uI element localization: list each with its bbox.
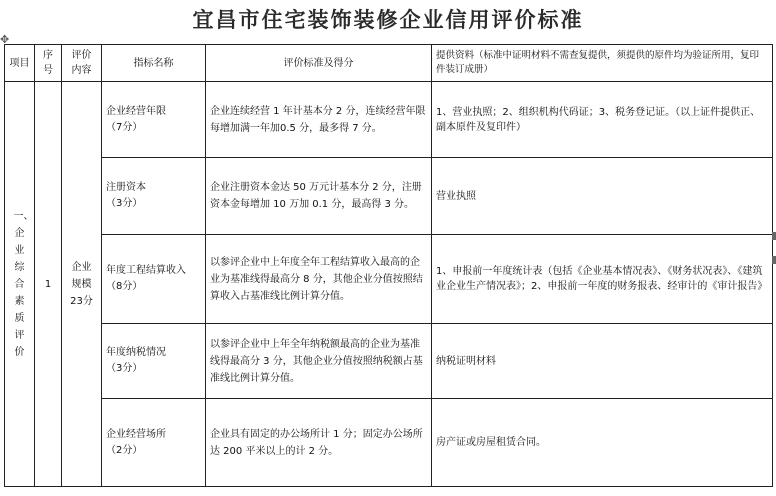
document-title: 宜昌市住宅装饰装修企业信用评价标准	[192, 7, 584, 32]
criteria-cell: 企业连续经营 1 年计基本分 2 分，连续经营年限每增加满一年加0.5 分，最多得 7 分。	[206, 82, 432, 158]
header-criteria: 评价标准及得分	[206, 45, 432, 82]
criteria-cell: 企业具有固定的办公场所计 1 分；固定办公场所达 200 平米以上的计 2 分。	[206, 399, 432, 487]
header-materials: 提供资料（标准中证明材料不需查复提供，须提供的原件均为验证所用，复印件装订成册）	[432, 45, 773, 82]
materials-cell: 房产证或房屋租赁合同。	[432, 399, 773, 487]
edge-marker	[772, 232, 776, 240]
header-number: 序号	[35, 45, 62, 82]
criteria-cell: 以参评企业中上年度全年工程结算收入最高的企业为基准线得最高分 8 分，其他企业分值按照结算收入占基准线比例计算分值。	[206, 235, 432, 324]
header-indicator: 指标名称	[102, 45, 206, 82]
table-row	[5, 235, 773, 324]
table-row	[5, 82, 773, 158]
table-header-row	[5, 45, 773, 82]
header-content: 评价内容	[62, 45, 102, 82]
materials-cell: 1、营业执照；2、组织机构代码证；3、税务登记证。（以上证件提供正、副本原件及复印件）	[432, 82, 773, 158]
materials-cell: 纳税证明材料	[432, 324, 773, 399]
four-arrow-move-icon[interactable]: ✥	[0, 33, 10, 46]
indicator-cell: 企业经营年限 （7分）	[102, 82, 206, 158]
section-project-cell	[5, 82, 35, 487]
materials-cell: 1、申报前一年度统计表（包括《企业基本情况表》、《财务状况表》、《建筑业企业生产情况表》；2、申报前一年度的财务报表、经审计的《审计报告》	[432, 235, 773, 324]
indicator-cell: 企业经营场所 （2分）	[102, 399, 206, 487]
criteria-cell: 以参评企业中上年全年纳税额最高的企业为基准线得最高分 3 分，其他企业分值按照纳税额占基准线比例计算分值。	[206, 324, 432, 399]
section-project-label: 一、企业综合素质评价	[13, 210, 34, 358]
section-content-cell: 企业 规模 23分	[62, 82, 102, 487]
indicator-cell: 注册资本 （3分）	[102, 158, 206, 235]
section-number-cell: 1	[35, 82, 62, 487]
header-project: 项目	[5, 45, 35, 82]
table-row	[5, 324, 773, 399]
indicator-cell: 年度工程结算收入 （8分）	[102, 235, 206, 324]
edge-marker	[772, 256, 776, 264]
table-row	[5, 399, 773, 487]
table-row	[5, 158, 773, 235]
criteria-cell: 企业注册资本金达 50 万元计基本分 2 分，注册资本金每增加 10 万加 0.1 分，最高得 3 分。	[206, 158, 432, 235]
evaluation-table	[4, 44, 773, 487]
indicator-cell: 年度纳税情况 （3分）	[102, 324, 206, 399]
materials-cell: 营业执照	[432, 158, 773, 235]
